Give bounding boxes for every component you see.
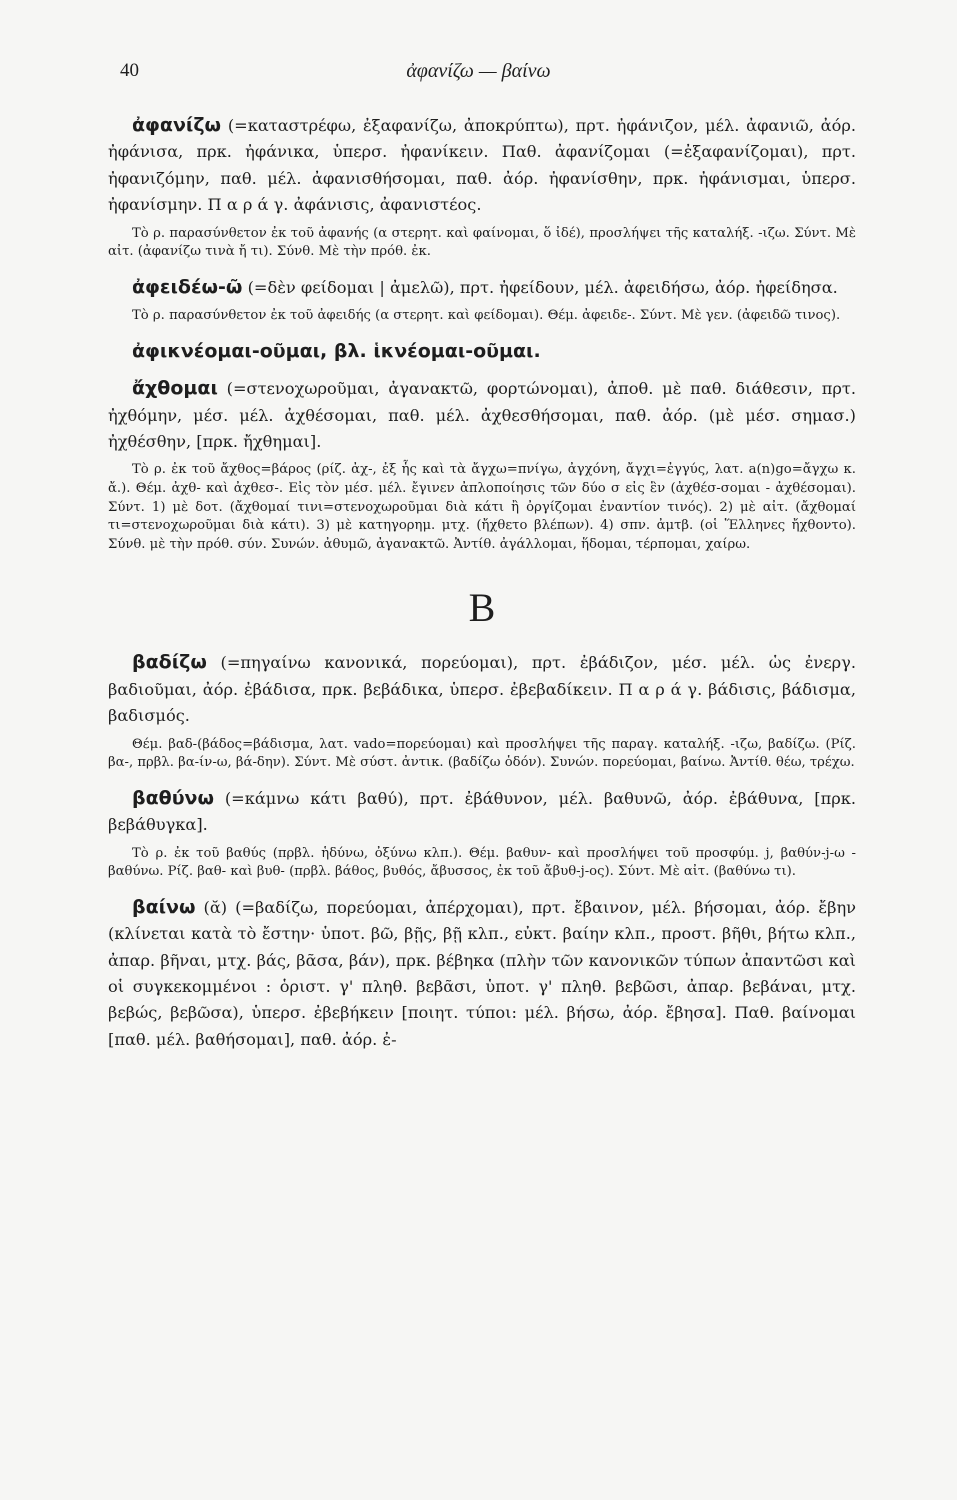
- entry-badizo: [108, 649, 856, 729]
- entry-afanizo: [108, 112, 856, 219]
- entry-afiknеomai: [108, 338, 856, 365]
- entry-text: (=πηγαίνω κανονικά, πορεύομαι), πρτ. ἐβάδιζον, μέσ. μέλ. ὡς ἐνεργ. βαδιοῦμαι, ἀόρ. ἐβάδισα, πρκ. βεβάδικα, ὑπερσ. ἐβεβαδίκειν. Π α ρ ά γ. βάδισις, βάδισμα, βαδισμός.: [108, 653, 856, 726]
- entry-bathyno: [108, 785, 856, 839]
- running-head: ἀφανίζω — βαίνω: [406, 60, 551, 82]
- entry-text: (=κάμνω κάτι βαθύ), πρτ. ἐβάθυνον, μέλ. βαθυνῶ, ἀόρ. ἐβάθυνα, [πρκ. βεβάθυγκα].: [108, 788, 856, 835]
- entry-note: Θέμ. βαδ-(βάδος=βάδισμα, λατ. vado=πορεύομαι) καὶ προσλήψει τῆς παραγ. καταλήξ. -ιζω, βαδίζω. (Ρίζ. βα-, πρβλ. βα-ίν-ω, βά-δην). Σύντ. Μὲ σύστ. ἀντικ. (βαδίζω ὁδόν). Συνών. πορεύομαι, βαίνω. Ἀντίθ. θέω, τρέχω.: [108, 736, 856, 771]
- entry-note: Τὸ ρ. παρασύνθετον ἐκ τοῦ ἀφανής (α στερητ. καὶ φαίνομαι, ὅ ἰδέ), προσλήψει τῆς καταλήξ. -ιζω. Σύντ. Μὲ αἰτ. (ἀφανίζω τινὰ ἤ τι). Σύνθ. Μὲ τὴν πρόθ. ἐκ.: [108, 225, 856, 260]
- entry-note: Τὸ ρ. ἐκ τοῦ βαθύς (πρβλ. ἡδύνω, ὀξύνω κλπ.). Θέμ. βαθυν- καὶ προσλήψει τοῦ προσφύμ. j, βαθύν-j-ω - βαθύνω. Ρίζ. βαθ- καὶ βυθ- (πρβλ. βάθος, βυθός, ἄβυσσος, ἐκ τοῦ ἄβυθ-j-ος). Σύντ. Μὲ αἰτ. (βαθύνω τι).: [108, 845, 856, 880]
- entry-text: (=καταστρέφω, ἐξαφανίζω, ἀποκρύπτω), πρτ. ἠφάνιζον, μέλ. ἀφανιῶ, ἀόρ. ἠφάνισα, πρκ. ἠφάνικα, ὑπερσ. ἠφανίκειν. Παθ. ἀφανίζομαι (=ἐξαφανίζομαι), πρτ. ἠφανιζόμην, παθ. μέλ. ἀφανισθήσομαι, παθ. ἀόρ. ἠφανίσθην, πρκ. ἠφάνισμαι, ὑπερσ. ἠφανίσμην. Π α ρ ά γ. ἀφάνισις, ἀφανιστέος.: [108, 116, 856, 215]
- headword: ἀφανίζω: [132, 114, 222, 136]
- entry-text: βλ. ἱκνέομαι-οῦμαι.: [327, 339, 541, 362]
- entry-text: (=δὲν φείδομαι | ἀμελῶ), πρτ. ἠφείδουν, μέλ. ἀφειδήσω, ἀόρ. ἠφείδησα.: [242, 277, 838, 297]
- entry-text: (ᾰ) (=βαδίζω, πορεύομαι, ἀπέρχομαι), πρτ. ἔβαινον, μέλ. βήσομαι, ἀόρ. ἔβην (κλίνεται κατὰ τὸ ἔστην· ὑποτ. βῶ, βῇς, βῇ κλπ., εὐκτ. βαίην κλπ., προστ. βῆθι, βήτω κλπ., ἀπαρ. βῆναι, μτχ. βάς, βᾶσα, βάν), πρκ. βέβηκα (πλὴν τῶν κανονικῶν τύπων ἀπαντῶσι καὶ οἱ συγκεκομμένοι : ὁριστ. γ' πληθ. βεβᾶσι, ὑποτ. γ' πληθ. βεβῶσι, ἀπαρ. βεβάναι, μτχ. βεβώς, βεβῶσα), ὑπερσ. ἐβεβήκειν [ποιητ. τύποι: μέλ. βήσω, ἀόρ. ἔβησα]. Παθ. βαίνομαι [παθ. μέλ. βαθήσομαι], παθ. ἀόρ. ἐ-: [108, 897, 856, 1049]
- headword: βαδίζω: [132, 651, 207, 674]
- page-number: 40: [120, 60, 139, 81]
- section-letter: B: [468, 585, 496, 631]
- headword: ἀφειδέω-ῶ: [132, 275, 243, 298]
- entry-note: Τὸ ρ. ἐκ τοῦ ἄχθος=βάρος (ρίζ. ἀχ-, ἐξ ἧς καὶ τὰ ἄγχω=πνίγω, ἀγχόνη, ἄγχι=ἐγγύς, λατ. a(n)go=ἄγχω κ. ἄ.). Θέμ. ἀχθ- καὶ ἀχθεσ-. Εἰς τὸν μέσ. μέλ. ἔγινεν ἀπλοποίησις τῶν δύο σ εἰς ἓν (ἀχθέσ-σομαι - ἀχθέσομαι). Σύντ. 1) μὲ δοτ. (ἄχθομαί τινι=στενοχωροῦμαι διὰ κάτι ἢ ὀργίζομαι ἐναντίον τινός). 2) μὲ αἰτ. (ἄχθομαί τι=στενοχωροῦμαι διὰ κάτι). 3) μὲ κατηγορημ. μτχ. (ἤχθετο βλέπων). 4) σπν. ἀμτβ. (οἱ Ἕλληνες ἤχθοντο). Σύνθ. μὲ τὴν πρόθ. σύν. Συνών. ἀθυμῶ, ἀγανακτῶ. Ἀντίθ. ἀγάλλομαι, ἥδομαι, τέρπομαι, χαίρω.: [108, 462, 856, 552]
- entry-achthomai: [108, 375, 856, 455]
- page-body: [108, 112, 856, 1059]
- headword: ἀφικνέομαι-οῦμαι,: [132, 339, 328, 362]
- entry-afeideo: [108, 274, 856, 301]
- entry-baino: [108, 894, 856, 1053]
- headword: ἄχθομαι: [132, 377, 218, 400]
- headword: βαίνω: [132, 895, 196, 918]
- headword: βαθύνω: [132, 786, 214, 809]
- entry-note: Τὸ ρ. παρασύνθετον ἐκ τοῦ ἀφειδής (α στερητ. καὶ φείδομαι). Θέμ. ἀφειδε-. Σύντ. Μὲ γεν. (ἀφειδῶ τινος).: [132, 308, 841, 324]
- entry-text: (=στενοχωροῦμαι, ἀγανακτῶ, φορτώνομαι), ἀποθ. μὲ παθ. διάθεσιν, πρτ. ἠχθόμην, μέσ. μέλ. ἀχθέσομαι, παθ. μέλ. ἀχθεσθήσομαι, παθ. ἀόρ. (μὲ μέσ. σημασ.) ἠχθέσθην, [πρκ. ἤχθημαι].: [108, 379, 856, 452]
